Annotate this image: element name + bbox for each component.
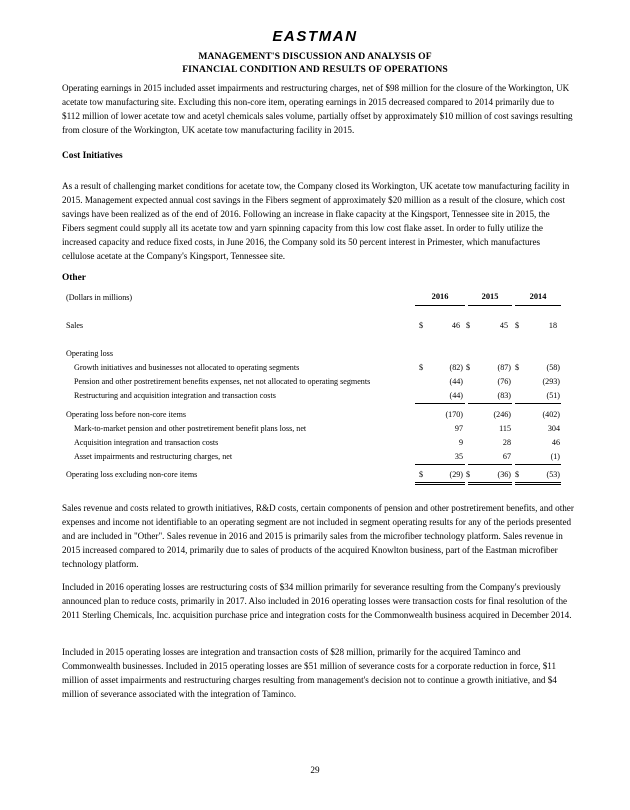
dollar-sign: $ (419, 321, 424, 330)
total-double-rule (468, 482, 512, 485)
sales-2016: 46 (451, 321, 460, 330)
noncore-row-2016: 35 (454, 452, 463, 461)
op-row-2016: (82) (449, 363, 463, 372)
noncore-row-2014: 304 (547, 424, 560, 433)
subtotal-rule (415, 403, 465, 404)
op-row-2015: (87) (497, 363, 511, 372)
op-row-2014: (51) (546, 391, 560, 400)
page-title-line-1: MANAGEMENT'S DISCUSSION AND ANALYSIS OF (198, 51, 432, 62)
noncore-row-label: Mark-to-market pension and other postretirement benefit plans loss, net (74, 424, 307, 433)
dollar-sign: $ (515, 321, 520, 330)
sales-2015: 45 (499, 321, 508, 330)
subtotal-rule (515, 403, 561, 404)
total-double-rule (415, 482, 465, 485)
op-row-label: Pension and other postretirement benefits expenses, net not allocated to operating segments (74, 377, 371, 386)
op-row-2015: (76) (497, 377, 511, 386)
dollar-sign: $ (419, 470, 424, 479)
other-explanation-paragraph: Sales revenue and costs related to growth initiatives, R&D costs, certain components of pension and other postretirement benefits, and other expenses and income not identifiable to an operating segment are not included in segment operating results for any of the periods presented and are included in "Other". Sales revenue in 2016 and 2015 is primarily sales from the microfiber technology platform. Sales revenue in 2015 increased compared to 2014, primarily due to sales of products of the acquired Knowlton business, part of the Eastman microfiber technology platform. (62, 503, 574, 569)
before-noncore-label: Operating loss before non-core items (66, 410, 187, 419)
operating-loss-label: Operating loss (66, 349, 113, 358)
company-logo: EASTMAN (272, 28, 358, 45)
losses-2016-paragraph: Included in 2016 operating losses are restructuring costs of $34 million primarily for severance resulting from the Company's previously announced plan to reduce costs, primarily in 2017. Also included in 2016 operating losses were transaction costs for final resolution of the 2011 Sterling Chemicals, Inc. acquisition purchase price and integration costs for the Commonwealth business acquired in December 2014. (62, 582, 572, 620)
page-title-line-2: FINANCIAL CONDITION AND RESULTS OF OPERATIONS (182, 64, 448, 75)
year-rule (515, 305, 561, 306)
dollar-sign: $ (466, 321, 471, 330)
dollar-sign: $ (419, 363, 424, 372)
op-row-label: Growth initiatives and businesses not allocated to operating segments (74, 363, 300, 372)
subtotal-rule (468, 403, 512, 404)
subtotal-rule (515, 464, 561, 465)
dollar-sign: $ (515, 363, 520, 372)
op-row-2014: (58) (546, 363, 560, 372)
sales-2014: 18 (548, 321, 557, 330)
subtotal-rule (415, 464, 465, 465)
other-heading: Other (62, 273, 86, 283)
cost-initiatives-paragraph: As a result of challenging market conditions for acetate tow, the Company closed its Workington, UK acetate tow manufacturing facility in 2015. Management expected annual cost savings in the Fibers segment of approximately $20 million as a result of the closure, which cost savings have been realized as of the end of 2016. Following an increase in flake capacity at the Kingsport, Tennessee site in 2015, the Fibers segment could supply all its acetate tow and yarn spinning capacity from this low cost flake asset. In order to fully utilize the increased capacity and reduce fixed costs, in June 2016, the Company sold its 50 percent interest in Primester, which manufactures cellulose acetate at the Company's Kingsport, Tennessee site. (62, 181, 570, 261)
op-row-2016: (44) (449, 391, 463, 400)
noncore-row-label: Acquisition integration and transaction costs (74, 438, 219, 447)
before-noncore-2015: (246) (493, 410, 511, 419)
op-row-2015: (83) (497, 391, 511, 400)
year-header-2014: 2014 (529, 292, 547, 301)
noncore-row-2015: 115 (499, 424, 511, 433)
noncore-row-2016: 9 (458, 438, 463, 447)
intro-paragraph: Operating earnings in 2015 included asset impairments and restructuring charges, net of $98 million for the closure of the Workington, UK acetate tow manufacturing site. Excluding this non-core item, operating earnings in 2015 decreased compared to 2014 primarily due to $112 million of lower acetate tow and acetyl chemicals sales volume, partially offset by approximately $10 million of cost savings resulting from closure of the Workington, UK acetate tow manufacturing facility in 2015. (62, 83, 573, 135)
total-double-rule (515, 482, 561, 485)
page-number: 29 (310, 765, 320, 775)
excluding-noncore-2015: (36) (497, 470, 511, 479)
noncore-row-2014: (1) (550, 452, 560, 461)
table-units-label: (Dollars in millions) (66, 293, 133, 302)
excluding-noncore-2014: (53) (546, 470, 560, 479)
year-rule (415, 305, 465, 306)
op-row-2016: (44) (449, 377, 463, 386)
excluding-noncore-label: Operating loss excluding non-core items (66, 470, 198, 479)
year-rule (468, 305, 512, 306)
subtotal-rule (468, 464, 512, 465)
noncore-row-label: Asset impairments and restructuring charges, net (74, 452, 233, 461)
noncore-row-2015: 67 (502, 452, 511, 461)
op-row-label: Restructuring and acquisition integration and transaction costs (74, 391, 276, 400)
excluding-noncore-2016: (29) (449, 470, 463, 479)
year-header-2016: 2016 (431, 292, 449, 301)
dollar-sign: $ (515, 470, 520, 479)
cost-initiatives-heading: Cost Initiatives (62, 151, 123, 161)
dollar-sign: $ (466, 470, 471, 479)
noncore-row-2016: 97 (454, 424, 463, 433)
sales-label: Sales (66, 321, 84, 330)
noncore-row-2015: 28 (502, 438, 511, 447)
dollar-sign: $ (466, 363, 471, 372)
before-noncore-2016: (170) (445, 410, 463, 419)
year-header-2015: 2015 (481, 292, 499, 301)
before-noncore-2014: (402) (542, 410, 560, 419)
noncore-row-2014: 46 (551, 438, 560, 447)
losses-2015-paragraph: Included in 2015 operating losses are integration and transaction costs of $28 million, primarily for the acquired Taminco and Commonwealth businesses. Included in 2015 operating losses are $51 million of severance costs for a corporate reduction in force, $11 million of asset impairments and restructuring charges resulting from management's decision not to continue a growth initiative, and $4 million of severance associated with the integration of Taminco. (62, 647, 557, 699)
op-row-2014: (293) (542, 377, 560, 386)
